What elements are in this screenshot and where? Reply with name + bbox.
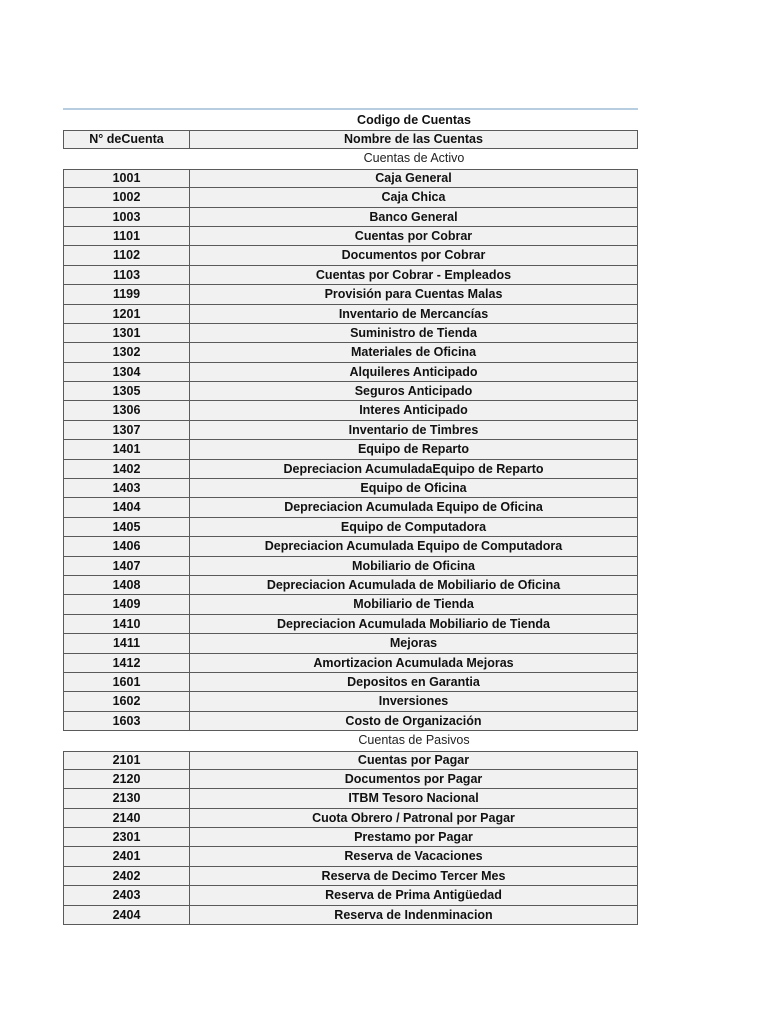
table-row xyxy=(63,479,638,498)
account-number-cell: 2101 xyxy=(63,751,190,770)
account-number-cell: 1603 xyxy=(63,712,190,731)
section-label-row xyxy=(63,149,638,168)
table-row xyxy=(63,789,638,808)
table-row xyxy=(63,867,638,886)
table-row xyxy=(63,809,638,828)
account-name-cell: Cuota Obrero / Patronal por Pagar xyxy=(190,809,638,828)
table-row xyxy=(63,460,638,479)
table-row xyxy=(63,498,638,517)
table-row xyxy=(63,382,638,401)
account-number-cell: 2120 xyxy=(63,770,190,789)
account-number-cell: 1409 xyxy=(63,595,190,614)
account-number-cell: 1305 xyxy=(63,382,190,401)
table-row xyxy=(63,828,638,847)
title-row xyxy=(63,110,638,130)
table-row xyxy=(63,169,638,188)
table-row xyxy=(63,886,638,905)
table-row xyxy=(63,537,638,556)
account-name-cell: Mejoras xyxy=(190,634,638,653)
account-name-cell: Caja General xyxy=(190,169,638,188)
account-name-cell: Depreciacion Acumulada Equipo de Oficina xyxy=(190,498,638,517)
account-number-cell: 2404 xyxy=(63,906,190,925)
table-row xyxy=(63,557,638,576)
account-number-cell: 1102 xyxy=(63,246,190,265)
table-row xyxy=(63,595,638,614)
account-name-cell: Inventario de Timbres xyxy=(190,421,638,440)
account-number-cell: 2403 xyxy=(63,886,190,905)
account-number-cell: 1403 xyxy=(63,479,190,498)
table-row xyxy=(63,654,638,673)
account-number-cell: 1101 xyxy=(63,227,190,246)
account-number-cell: 1304 xyxy=(63,363,190,382)
account-name-cell: Equipo de Oficina xyxy=(190,479,638,498)
table-row xyxy=(63,227,638,246)
account-number-cell: 2301 xyxy=(63,828,190,847)
account-name-cell: Banco General xyxy=(190,208,638,227)
account-name-cell: Materiales de Oficina xyxy=(190,343,638,362)
account-number-cell: 1002 xyxy=(63,188,190,207)
account-number-cell: 2140 xyxy=(63,809,190,828)
account-name-cell: Reserva de Vacaciones xyxy=(190,847,638,866)
account-number-cell: 2130 xyxy=(63,789,190,808)
table-row xyxy=(63,401,638,420)
account-name-cell: Depreciacion Acumulada Equipo de Computadora xyxy=(190,537,638,556)
account-number-cell: 1301 xyxy=(63,324,190,343)
table-row xyxy=(63,285,638,304)
table-row xyxy=(63,363,638,382)
account-number-cell: 1601 xyxy=(63,673,190,692)
account-name-cell: Depreciacion Acumulada de Mobiliario de Oficina xyxy=(190,576,638,595)
account-number-cell: 1402 xyxy=(63,460,190,479)
account-number-cell: 1199 xyxy=(63,285,190,304)
account-name-cell: Costo de Organización xyxy=(190,712,638,731)
table-row xyxy=(63,324,638,343)
account-number-cell: 2402 xyxy=(63,867,190,886)
table-row xyxy=(63,343,638,362)
account-number-cell: 1307 xyxy=(63,421,190,440)
account-name-cell: Cuentas por Cobrar - Empleados xyxy=(190,266,638,285)
account-number-cell: 1405 xyxy=(63,518,190,537)
table-row xyxy=(63,770,638,789)
table-row xyxy=(63,906,638,925)
table-row xyxy=(63,673,638,692)
account-number-cell: 1410 xyxy=(63,615,190,634)
table-row xyxy=(63,576,638,595)
account-number-cell: 1404 xyxy=(63,498,190,517)
account-name-cell: Interes Anticipado xyxy=(190,401,638,420)
table-row xyxy=(63,421,638,440)
table-row xyxy=(63,615,638,634)
section-spacer xyxy=(63,731,190,750)
account-name-cell: Seguros Anticipado xyxy=(190,382,638,401)
account-name-cell: Prestamo por Pagar xyxy=(190,828,638,847)
table-row xyxy=(63,692,638,711)
account-name-cell: Caja Chica xyxy=(190,188,638,207)
account-number-cell: 1201 xyxy=(63,305,190,324)
account-name-cell: Depositos en Garantia xyxy=(190,673,638,692)
section-label: Cuentas de Pasivos xyxy=(358,733,470,748)
chart-of-accounts-sheet xyxy=(63,108,638,925)
account-number-cell: 1411 xyxy=(63,634,190,653)
account-number-cell: 1406 xyxy=(63,537,190,556)
section-spacer xyxy=(63,149,190,168)
account-number-cell: 1412 xyxy=(63,654,190,673)
account-number-cell: 1103 xyxy=(63,266,190,285)
account-name-cell: Inversiones xyxy=(190,692,638,711)
account-number-cell: 1302 xyxy=(63,343,190,362)
table-row xyxy=(63,440,638,459)
table-row xyxy=(63,712,638,731)
header-account-number: N° deCuenta xyxy=(63,130,190,149)
account-name-cell: Amortizacion Acumulada Mejoras xyxy=(190,654,638,673)
table-row xyxy=(63,847,638,866)
table-row xyxy=(63,751,638,770)
account-number-cell: 1306 xyxy=(63,401,190,420)
section-label-row xyxy=(63,731,638,750)
table-row xyxy=(63,208,638,227)
account-name-cell: ITBM Tesoro Nacional xyxy=(190,789,638,808)
account-number-cell: 1602 xyxy=(63,692,190,711)
account-name-cell: Cuentas por Cobrar xyxy=(190,227,638,246)
account-number-cell: 1407 xyxy=(63,557,190,576)
account-name-cell: Inventario de Mercancías xyxy=(190,305,638,324)
table-row xyxy=(63,634,638,653)
table-row xyxy=(63,266,638,285)
account-name-cell: Equipo de Reparto xyxy=(190,440,638,459)
account-name-cell: Depreciacion Acumulada Mobiliario de Tienda xyxy=(190,615,638,634)
account-number-cell: 1408 xyxy=(63,576,190,595)
account-number-cell: 1001 xyxy=(63,169,190,188)
account-name-cell: Mobiliario de Tienda xyxy=(190,595,638,614)
account-name-cell: Depreciacion AcumuladaEquipo de Reparto xyxy=(190,460,638,479)
account-number-cell: 2401 xyxy=(63,847,190,866)
account-name-cell: Equipo de Computadora xyxy=(190,518,638,537)
account-name-cell: Documentos por Pagar xyxy=(190,770,638,789)
section-label: Cuentas de Activo xyxy=(363,151,465,166)
account-number-cell: 1003 xyxy=(63,208,190,227)
account-name-cell: Provisión para Cuentas Malas xyxy=(190,285,638,304)
account-name-cell: Documentos por Cobrar xyxy=(190,246,638,265)
table-row xyxy=(63,305,638,324)
account-name-cell: Suministro de Tienda xyxy=(190,324,638,343)
account-sections xyxy=(63,149,638,925)
table-header-row xyxy=(63,130,638,149)
account-name-cell: Reserva de Decimo Tercer Mes xyxy=(190,867,638,886)
sheet-title: Codigo de Cuentas xyxy=(357,113,471,127)
header-account-name: Nombre de las Cuentas xyxy=(190,130,638,149)
table-row xyxy=(63,518,638,537)
table-row xyxy=(63,188,638,207)
account-number-cell: 1401 xyxy=(63,440,190,459)
account-name-cell: Cuentas por Pagar xyxy=(190,751,638,770)
table-row xyxy=(63,246,638,265)
account-name-cell: Alquileres Anticipado xyxy=(190,363,638,382)
account-name-cell: Mobiliario de Oficina xyxy=(190,557,638,576)
title-spacer xyxy=(63,110,190,130)
account-name-cell: Reserva de Prima Antigüedad xyxy=(190,886,638,905)
account-name-cell: Reserva de Indenminacion xyxy=(190,906,638,925)
